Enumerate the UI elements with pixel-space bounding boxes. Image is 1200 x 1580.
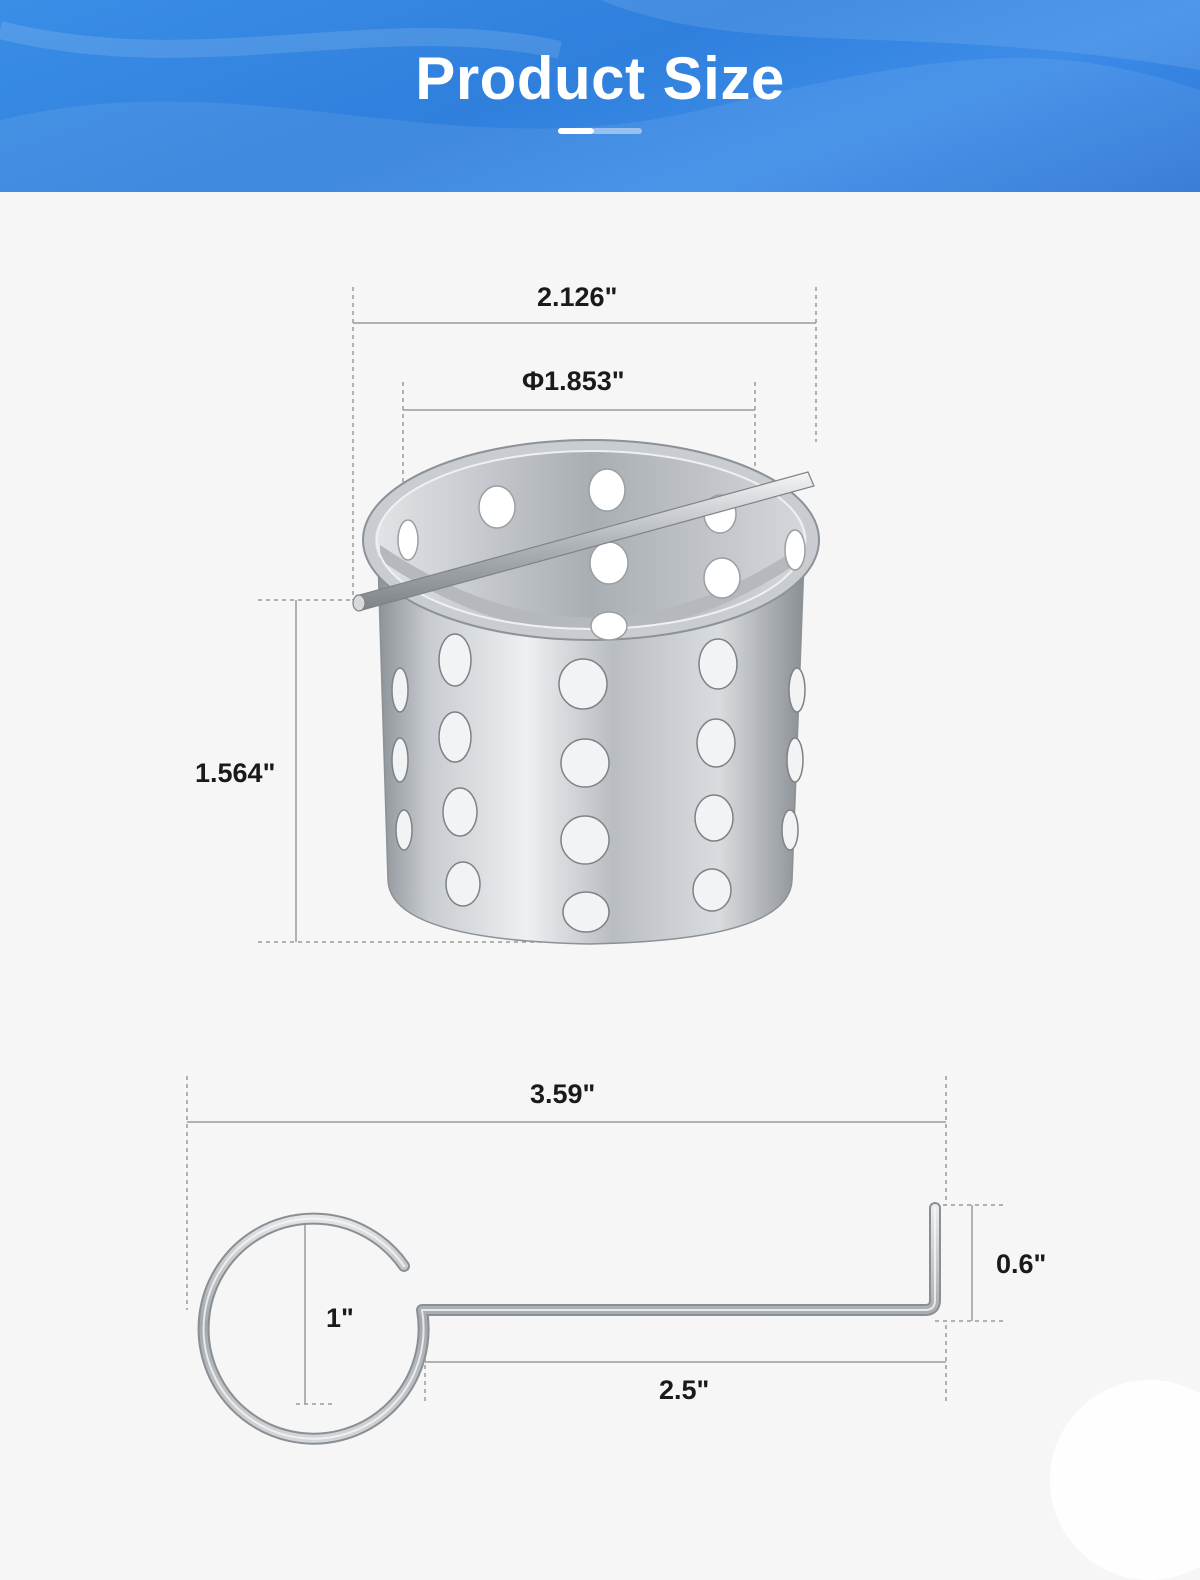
hook-total-length-label: 3.59"	[530, 1079, 596, 1109]
basket-outer-width-label: 2.126"	[537, 282, 618, 312]
hook-tip-height-label: 0.6"	[996, 1249, 1047, 1279]
hook-shaft-length-label: 2.5"	[659, 1375, 710, 1405]
page-title: Product Size	[415, 45, 785, 112]
basket-inner-diameter-label: Φ1.853"	[522, 366, 625, 396]
basket-height-label: 1.564"	[195, 758, 276, 788]
hook-ring-diameter-label: 1"	[326, 1303, 354, 1333]
strainer-basket-image	[353, 440, 819, 944]
hook-dimension-lines	[187, 1076, 1003, 1404]
